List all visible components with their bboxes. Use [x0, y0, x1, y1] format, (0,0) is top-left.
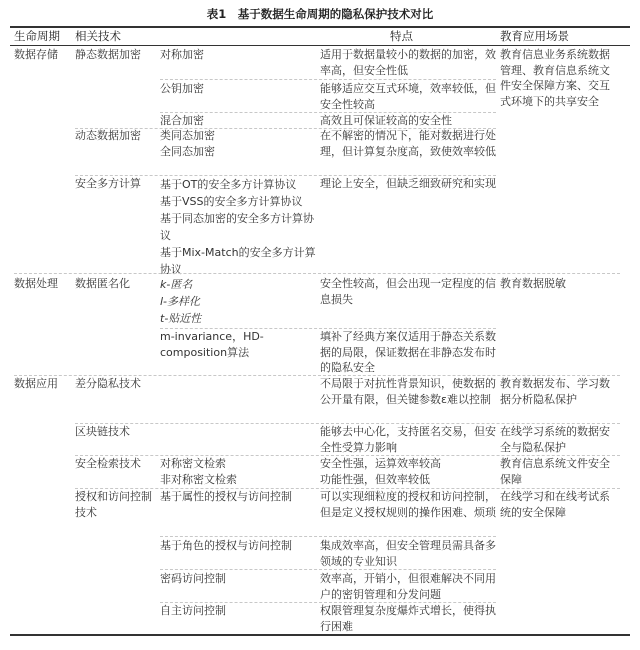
feature-cell: 能够适应交互式环境，效率较低，但安全性较高 — [320, 82, 496, 111]
tech-cell: 安全检索技术 — [75, 457, 141, 470]
header-feature: 特点 — [390, 29, 413, 43]
subtech-cell: 自主访问控制 — [160, 604, 226, 617]
subtech-cell: 基于属性的授权与访问控制 — [160, 490, 292, 503]
tech-cell: 数据匿名化 — [75, 277, 130, 290]
feature-cell: 安全性强，运算效率较高 功能性强，但效率较低 — [320, 457, 441, 486]
scene-cell: 在线学习和在线考试系统的安全保障 — [500, 490, 610, 519]
feature-cell: 安全性较高，但会出现一定程度的信息损失 — [320, 277, 496, 306]
header-phase: 生命周期 — [14, 29, 60, 43]
subtech-cell: 基于OT的安全多方计算协议 基于VSS的安全多方计算协议 基于同态加密的安全多方计算协议 基于Mix-Match的安全多方计算协议 — [160, 178, 316, 276]
tech-cell: 安全多方计算 — [75, 177, 141, 190]
scene-cell: 教育信息系统文件安全保障 — [500, 457, 610, 486]
table-title: 表1 基于数据生命周期的隐私保护技术对比 — [206, 7, 434, 21]
feature-cell: 可以实现细粒度的授权和访问控制，但是定义授权规则的操作困难、烦琐 — [320, 490, 496, 519]
row-separator — [160, 536, 496, 537]
subtech-cell: 基于角色的授权与访问控制 — [160, 539, 292, 552]
tech-cell: 差分隐私技术 — [75, 377, 141, 390]
phase-cell: 数据存储 — [14, 48, 58, 61]
subtech-cell: k-匿名 l-多样化 t-贴近性 — [160, 278, 202, 325]
feature-cell: 集成效率高，但安全管理员需具备多领域的专业知识 — [320, 539, 496, 568]
tech-cell: 动态数据加密 — [75, 129, 141, 142]
subtech-cell: 对称加密 — [160, 48, 204, 61]
subtech-cell: m-invariance，HD-composition算法 — [160, 330, 264, 359]
scene-cell: 在线学习系统的数据安全与隐私保护 — [500, 425, 610, 454]
subtech-cell: 公钥加密 — [160, 82, 204, 95]
feature-cell: 适用于数据量较小的数据的加密，效率高，但安全性低 — [320, 48, 496, 77]
feature-cell: 不局限于对抗性背景知识，使数据的公开量有限，但关键参数ε难以控制 — [320, 377, 496, 406]
subtech-cell: 类同态加密 全同态加密 — [160, 129, 215, 158]
phase-cell: 数据应用 — [14, 377, 58, 390]
tech-cell: 区块链技术 — [75, 425, 130, 438]
tech-cell: 静态数据加密 — [75, 48, 141, 61]
scene-cell: 教育数据脱敏 — [500, 277, 566, 290]
scene-cell: 教育信息业务系统数据管理、教育信息系统文件安全保障方案、交互式环境下的共享安全 — [500, 48, 610, 108]
header-scene: 教育应用场景 — [500, 29, 569, 43]
row-separator — [160, 79, 496, 80]
subtech-cell: 密码访问控制 — [160, 572, 226, 585]
feature-cell: 权限管理复杂度爆炸式增长，使得执行困难 — [320, 604, 496, 633]
feature-cell: 高效且可保证较高的安全性 — [320, 114, 452, 127]
phase-cell: 数据处理 — [14, 277, 58, 290]
header-rule — [10, 45, 630, 46]
subtech-cell: 混合加密 — [160, 114, 204, 127]
header-tech: 相关技术 — [75, 29, 121, 43]
row-separator — [160, 569, 496, 570]
feature-cell: 在不解密的情况下，能对数据进行处理，但计算复杂度高，致使效率较低 — [320, 129, 496, 158]
row-separator — [14, 273, 620, 274]
subtech-cell: 对称密文检索 非对称密文检索 — [160, 457, 237, 486]
feature-cell: 填补了经典方案仅适用于静态关系数据的局限，保证数据在非静态发布时的隐私安全 — [320, 330, 496, 374]
scene-cell: 教育数据发布、学习数据分析隐私保护 — [500, 377, 610, 406]
tech-cell: 授权和访问控制技术 — [75, 490, 152, 519]
top-rule — [10, 26, 630, 28]
bottom-rule — [10, 634, 630, 636]
feature-cell: 能够去中心化，支持匿名交易，但安全性受算力影响 — [320, 425, 496, 454]
feature-cell: 效率高，开销小，但很难解决不同用户的密钥管理和分发问题 — [320, 572, 496, 601]
feature-cell: 理论上安全，但缺乏细致研究和实现 — [320, 177, 496, 190]
